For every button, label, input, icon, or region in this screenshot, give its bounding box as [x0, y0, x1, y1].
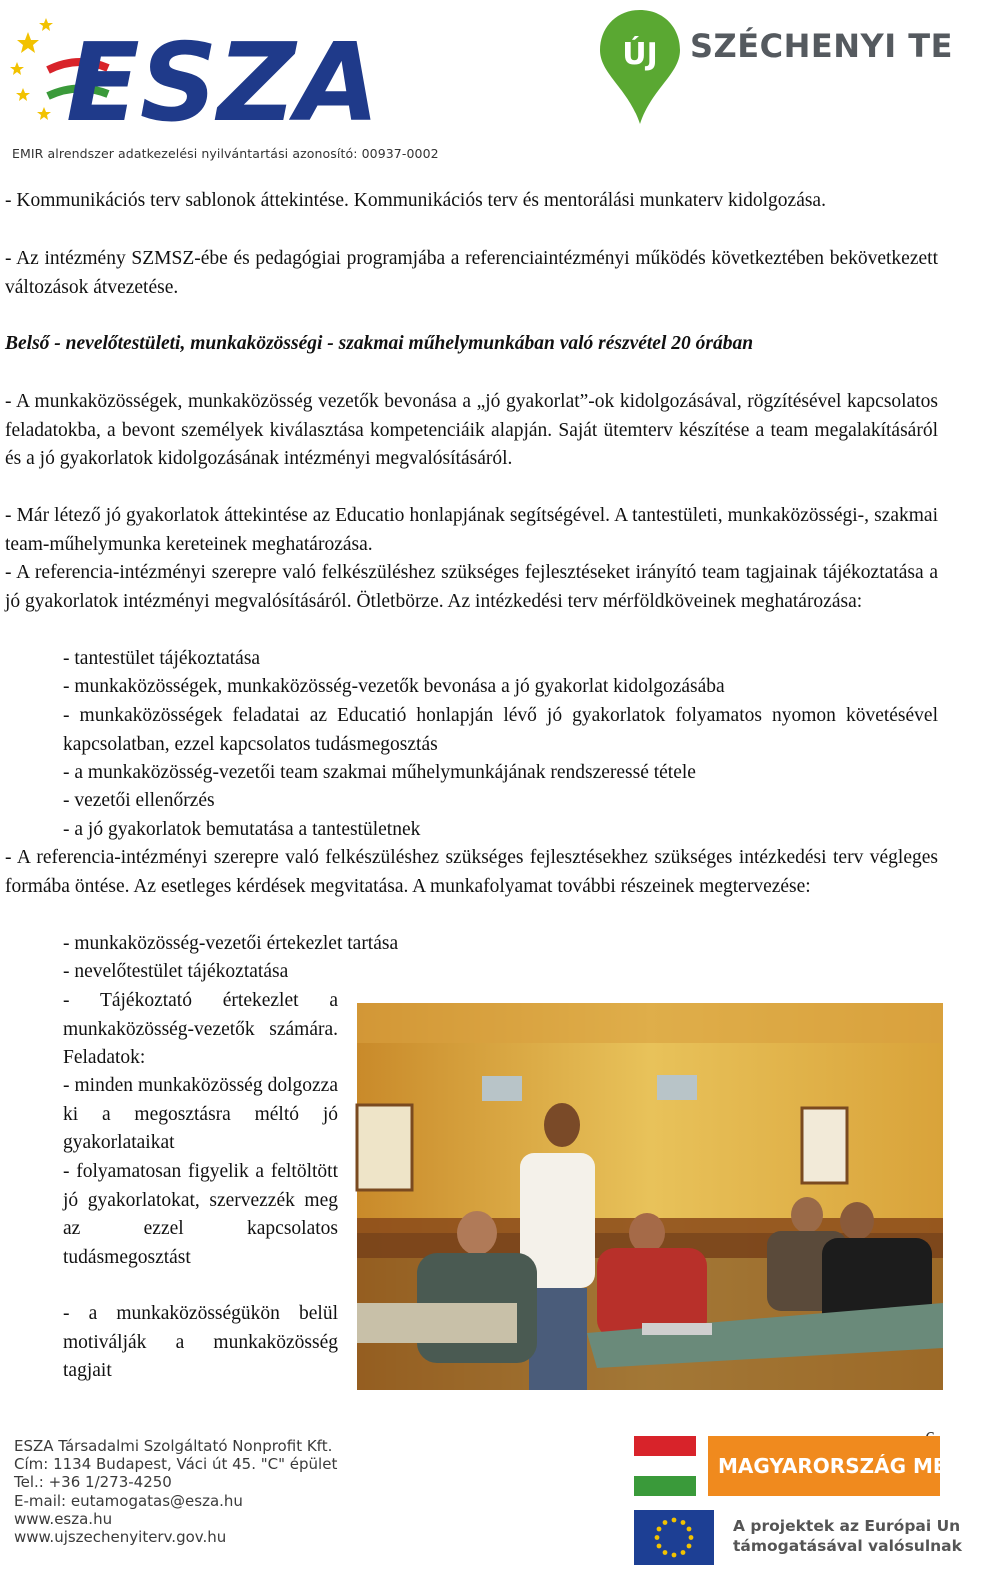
esza-logo-text: ESZA: [66, 21, 380, 146]
page-header: [0, 0, 960, 170]
esza-logo: [8, 10, 380, 146]
list-item: - munkaközösség-vezetői értekezlet tartása: [63, 933, 399, 954]
footer-line: ESZA Társadalmi Szolgáltató Nonprofit Kft.: [14, 1437, 333, 1455]
list-item: - munkaközösségek, munkaközösség-vezetők bevonása a jó gyakorlat kidolgozásába: [63, 676, 725, 697]
paragraph-action-plan: - A referencia-intézményi szerepre való felkészüléshez szükséges fejlesztésekhez szükséges intézkedési terv végleges formába öntése. Az esetleges kérdések megvitatása. A munkafolyamat további részeinek megtervezése:: [5, 847, 938, 897]
list-item: - a jó gyakorlatok bemutatása a tantestületnek: [63, 819, 421, 840]
list-item: - vezetői ellenőrzés: [63, 790, 215, 811]
footer-line: Tel.: +36 1/273-4250: [14, 1473, 172, 1492]
eu-support-text: [733, 1516, 962, 1556]
eu-support-line: A projektek az Európai Un: [733, 1517, 961, 1535]
footer-link: www.esza.hu: [14, 1509, 113, 1528]
footer-link: www.ujszechenyiterv.gov.hu: [14, 1528, 227, 1547]
hungary-flag-icon: [634, 1436, 696, 1496]
paragraph-reference-team: - A referencia-intézményi szerepre való felkészüléshez szükséges fejlesztéseket irányító team tagjainak tájékoztatása a jó gyakorlatok intézményi megvalósításáról. Ötletbörze. Az intézkedési terv mérföldköveinek meghatározása:: [5, 562, 938, 612]
list-item: - nevelőtestület tájékoztatása: [63, 961, 289, 982]
szechenyi-pin-icon: [598, 8, 682, 126]
list-item: - munkaközösségek feladatai az Educatió honlapján lévő jó gyakorlatok folyamatos nyomon követésével kapcsolatban, ezzel kapcsolatos tudásmegosztás: [63, 705, 938, 755]
column-item: - minden munkaközösség dolgozza ki a megosztásra méltó jó gyakorlataikat: [63, 1075, 338, 1154]
magyarorszag-megujul-banner: MAGYARORSZÁG MEGÚJ: [708, 1436, 940, 1496]
list-item: - a munkaközösség-vezetői team szakmai műhelymunkájának rendszeressé tétele: [63, 762, 696, 783]
column-item: - Tájékoztató értekezlet a munkaközösség-vezetők számára. Feladatok:: [63, 990, 338, 1069]
szechenyi-logo-text: SZÉCHENYI TE: [690, 27, 953, 65]
szechenyi-pin-text: ÚJ: [622, 37, 658, 72]
column-item: - folyamatosan figyelik a feltöltött jó gyakorlatokat, szervezzék meg az ezzel kapcsolatos tudásmegosztást: [63, 1161, 338, 1268]
meeting-photo: [357, 1003, 943, 1390]
eu-flag-icon: [634, 1510, 714, 1565]
eu-support-line: támogatásával valósulnak: [733, 1537, 962, 1555]
paragraph-work-communities: - A munkaközösségek, munkaközösség vezetők bevonása a „jó gyakorlat”-ok kidolgozásával, rögzítésével kapcsolatos feladatokba, a bevont személyek kiválasztása kompetenciáik alapján. Saját ütemterv készítése a team megalakításáról és a jó gyakorlatok kidolgozásának intézményi megvalósításáról.: [5, 391, 938, 470]
paragraph-existing-practices: - Már létező jó gyakorlatok áttekintése az Educatio honlapjának segítségével. A tantestületi, munkaközösségi-, szakmai team-műhelymunka kereteinek meghatározása.: [5, 505, 938, 555]
footer-email: E-mail: eutamogatas@esza.hu: [14, 1491, 243, 1510]
paragraph-communication-plan: - Kommunikációs terv sablonok áttekintése. Kommunikációs terv és mentorálási munkaterv kidolgozása.: [5, 190, 826, 211]
footer-contact: [14, 1437, 337, 1546]
section-heading: Belső - nevelőtestületi, munkaközösségi - szakmai műhelymunkában való részvétel 20 órában: [5, 333, 754, 354]
paragraph-szmsz: - Az intézmény SZMSZ-ébe és pedagógiai programjába a referenciaintézményi működés következtében bekövetkezett változások átvezetése.: [5, 248, 938, 298]
list-item: - tantestület tájékoztatása: [63, 648, 261, 669]
emir-id-line: EMIR alrendszer adatkezelési nyilvántartási azonosító: 00937-0002: [12, 146, 439, 161]
column-item: - a munkaközösségükön belül motiválják a munkaközösség tagjait: [63, 1303, 338, 1382]
footer-line: Cím: 1134 Budapest, Váci út 45. "C" épület: [14, 1455, 338, 1474]
